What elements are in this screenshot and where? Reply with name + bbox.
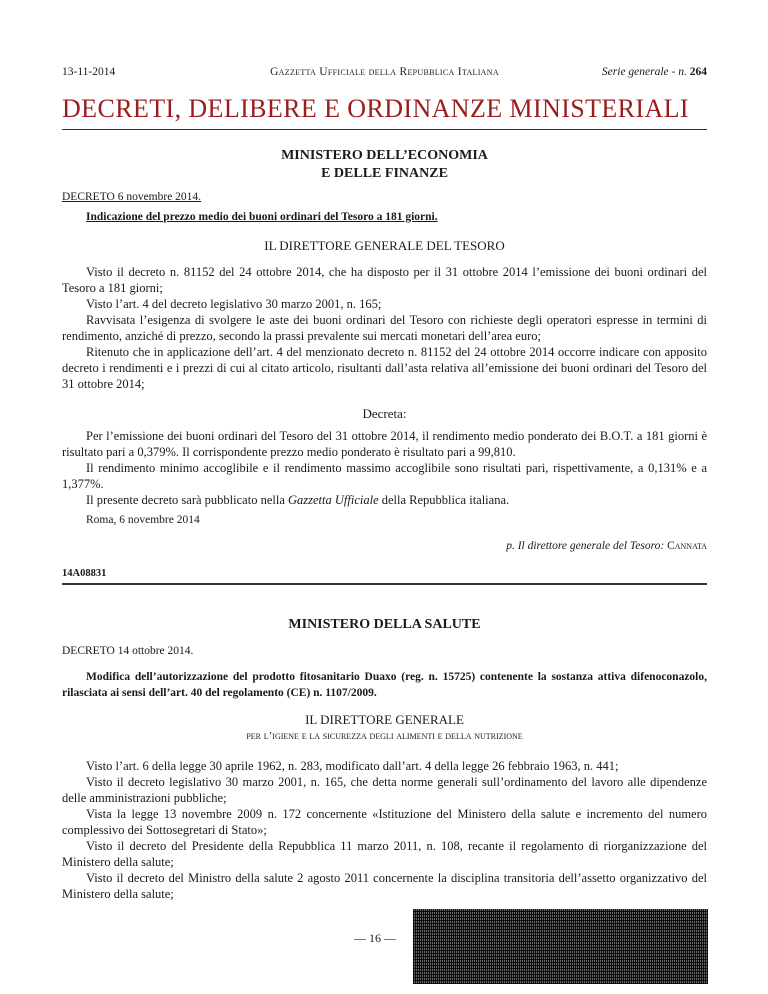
decree1-signature: p. Il direttore generale del Tesoro: Cannata (506, 540, 707, 552)
decree1-paragraph: Il presente decreto sarà pubblicato nella Gazzetta Ufficiale della Repubblica italiana. (86, 493, 510, 507)
decree1-body (62, 428, 707, 508)
decree1-paragraph: Ritenuto che in applicazione dell’art. 4 del menzionato decreto n. 81152 del 24 ottobre 2014 occorre indicare con apposito decreto i rendimenti e i prezzi di cui al citato articolo, risultanti dall’asta relativa all’emissione dei buoni ordinari del Tesoro del 31 ottobre 2014; (62, 345, 707, 391)
decree2-paragraph: Visto il decreto del Presidente della Repubblica 11 marzo 2011, n. 108, recante il regolamento di riorganizzazione del Ministero della salute; (62, 839, 707, 869)
ministry-health-heading: MINISTERO DELLA SALUTE (288, 617, 481, 632)
section-title: DECRETI, DELIBERE E ORDINANZE MINISTERIALI (62, 94, 689, 123)
decree1-subject: Indicazione del prezzo medio dei buoni ordinari del Tesoro a 181 giorni. (86, 211, 438, 223)
decree2-authority: IL DIRETTORE GENERALE (305, 712, 464, 727)
decree1-decreta: Decreta: (362, 406, 407, 421)
decree1-paragraph: Il rendimento minimo accoglibile e il rendimento massimo accoglibile sono risultati pari, rispettivamente, a 0,131% e a 1,377%. (62, 461, 707, 491)
decree2-paragraph: Vista la legge 13 novembre 2009 n. 172 concernente «Istituzione del Ministero della salute e incremento del numero complessivo dei Sottosegretari di Stato»; (62, 807, 707, 837)
decree1-code: 14A08831 (62, 568, 107, 579)
decree1-type: DECRETO 6 novembre 2014. (62, 191, 202, 203)
decree1-authority: IL DIRETTORE GENERALE DEL TESORO (264, 238, 505, 253)
running-header (62, 66, 707, 80)
header-gazette-title: Gazzetta Ufficiale della Repubblica Italiana (270, 66, 499, 78)
ministry-economy-heading: MINISTERO DELL’ECONOMIA E DELLE FINANZE (281, 148, 488, 181)
decree1-paragraph: Per l’emissione dei buoni ordinari del Tesoro del 31 ottobre 2014, il rendimento medio ponderato dei B.O.T. a 181 giorni è risultato pari a 0,379%. Il corrispondente prezzo medio ponderato è risultato pari a 99,810. (62, 429, 707, 459)
decree2-paragraph: Visto il decreto legislativo 30 marzo 2001, n. 165, che detta norme generali sull’ordinamento del lavoro alle dipendenze delle amministrazioni pubbliche; (62, 775, 707, 805)
header-date: 13-11-2014 (62, 66, 116, 78)
decree2-authority-sub: per l’igiene e la sicurezza degli alimenti e della nutrizione (246, 730, 523, 742)
decree1-place-date: Roma, 6 novembre 2014 (86, 514, 200, 526)
decree-separator (62, 583, 707, 585)
decree2-paragraph: Visto il decreto del Ministro della salute 2 agosto 2011 concernente la disciplina transitoria dell’assetto organizzativo del Ministero della salute; (62, 871, 707, 901)
decree1-preamble (62, 264, 707, 392)
decree1-paragraph: Ravvisata l’esigenza di svolgere le aste dei buoni ordinari del Tesoro con richieste degli operatori espresse in termini di rendimento, anziché di prezzo, secondo la prassi prevalente sui mercati monetari dell’area euro; (62, 313, 707, 343)
decree2-subject: Modifica dell’autorizzazione del prodotto fitosanitario Duaxo (reg. n. 15725) contenente la sostanza attiva difenoconazolo, rilasciata ai sensi dell’art. 40 del regolamento (CE) n. 1107/2009. (62, 671, 707, 699)
decree2-paragraph: Visto l’art. 6 della legge 30 aprile 1962, n. 283, modificato dall’art. 4 della legge 26 febbraio 1963, n. 441; (86, 759, 619, 773)
header-serie: Serie generale - n. 264 (601, 66, 707, 78)
decree1-paragraph: Visto l’art. 4 del decreto legislativo 30 marzo 2001, n. 165; (86, 297, 382, 311)
decree1-paragraph: Visto il decreto n. 81152 del 24 ottobre 2014, che ha disposto per il 31 ottobre 2014 l’emissione dei buoni ordinari del Tesoro a 181 giorni; (62, 265, 707, 295)
section-rule (62, 129, 707, 130)
decree2-preamble (62, 758, 707, 902)
page-number: — 16 — (354, 931, 396, 945)
security-pattern-stamp (413, 909, 708, 984)
decree2-type: DECRETO 14 ottobre 2014. (62, 645, 194, 657)
